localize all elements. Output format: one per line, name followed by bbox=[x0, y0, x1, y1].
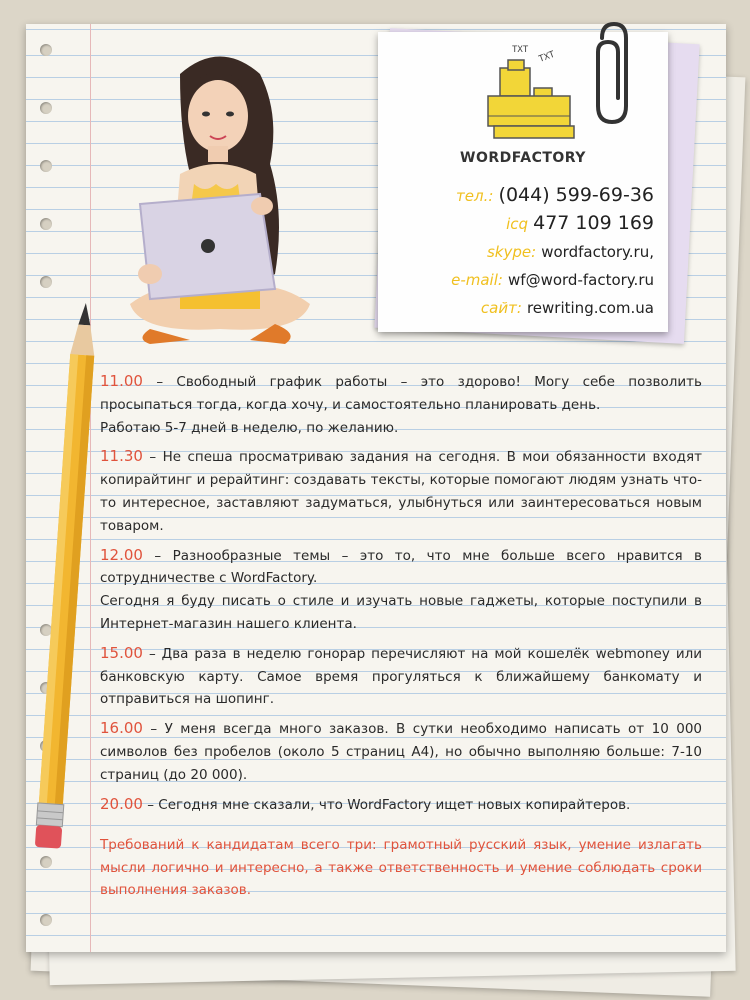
schedule-entry bbox=[100, 370, 702, 439]
entry-time: 11.00 bbox=[100, 372, 143, 390]
schedule-entry bbox=[100, 793, 702, 817]
paperclip-icon bbox=[588, 18, 636, 128]
phone-row bbox=[388, 182, 654, 210]
schedule-content bbox=[100, 370, 702, 902]
schedule-entry bbox=[100, 642, 702, 711]
entry-line: Сегодня я буду писать о стиле и изучать новые гаджеты, которые поступили в Интернет-магазин нашего клиента. bbox=[100, 593, 702, 632]
hole bbox=[40, 102, 52, 114]
hole bbox=[40, 276, 52, 288]
hole bbox=[40, 160, 52, 172]
email-label: e-mail: bbox=[451, 271, 503, 289]
girl-with-laptop-illustration bbox=[110, 44, 330, 354]
skype-row bbox=[388, 238, 654, 266]
entry-text: – Сегодня мне сказали, что WordFactory ищет новых копирайтеров. bbox=[147, 796, 631, 813]
email-row bbox=[388, 266, 654, 294]
contact-list bbox=[388, 182, 654, 322]
wordfactory-logo-icon bbox=[478, 38, 588, 148]
icq-label: icq bbox=[506, 215, 529, 233]
site-row bbox=[388, 294, 654, 322]
entry-time: 11.30 bbox=[100, 447, 143, 466]
email-link[interactable]: wf@word-factory.ru bbox=[508, 271, 654, 289]
entry-text: – Не спеша просматриваю задания на сегодня. В мои обязанности входят копирайтинг и рерайтинг: создавать тексты, которые помогают людям узнать что-то интересное, заставляют задуматься, улыбнуться или заинтересоваться новым товаром. bbox=[100, 449, 702, 534]
schedule-entry bbox=[100, 445, 702, 537]
svg-text:TXT: TXT bbox=[512, 45, 529, 55]
entry-line bbox=[100, 642, 702, 711]
icq-value[interactable]: 477 109 169 bbox=[533, 212, 654, 234]
skype-value[interactable]: wordfactory.ru, bbox=[541, 243, 654, 261]
schedule-entry bbox=[100, 717, 702, 786]
phone-label: тел.: bbox=[456, 187, 494, 205]
entry-line bbox=[100, 717, 702, 786]
pencil-icon bbox=[26, 294, 96, 880]
svg-text:TXT: TXT bbox=[537, 49, 557, 65]
requirements-text: Требований к кандидатам всего три: грамотный русский язык, умение излагать мысли логично и интересно, а также ответственность и умение соблюдать сроки выполнения заказов. bbox=[100, 837, 702, 899]
site-label: сайт: bbox=[480, 299, 522, 317]
icq-row bbox=[388, 210, 654, 238]
entry-text: – Разнообразные темы – это то, что мне больше всего нравится в сотрудничестве с WordFactory. bbox=[100, 547, 702, 587]
entry-line: Работаю 5-7 дней в неделю, по желанию. bbox=[100, 419, 399, 436]
hole bbox=[40, 218, 52, 230]
entry-time: 20.00 bbox=[100, 794, 143, 813]
hole bbox=[40, 44, 52, 56]
entry-text: – Два раза в неделю гонорар перечисляют на мой кошелёк webmoney или банковскую карту. Самое время прогуляться к ближайшему банкомату и отправиться на шопинг. bbox=[100, 645, 702, 708]
brand-name: WORDFACTORY bbox=[460, 150, 586, 166]
entry-line bbox=[100, 370, 702, 417]
entry-time: 12.00 bbox=[100, 545, 143, 564]
phone-value[interactable]: (044) 599-69-36 bbox=[498, 184, 654, 206]
schedule-entry bbox=[100, 544, 702, 636]
hole bbox=[40, 914, 52, 926]
entry-line bbox=[100, 445, 702, 537]
site-link[interactable]: rewriting.com.ua bbox=[526, 299, 654, 317]
skype-label: skype: bbox=[486, 243, 537, 261]
entry-line bbox=[100, 793, 702, 817]
entry-text: – Свободный график работы – это здорово! Могу себе позволить просыпаться тогда, когда хочу, и самостоятельно планировать день. bbox=[100, 374, 702, 413]
entry-line bbox=[100, 544, 702, 591]
entry-time: 16.00 bbox=[100, 719, 143, 738]
entry-text: – У меня всегда много заказов. В сутки необходимо написать от 10 000 символов без пробелов (около 5 страниц А4), но обычно выполняю больше: 7-10 страниц (до 20 000). bbox=[100, 721, 702, 783]
entry-time: 15.00 bbox=[100, 643, 143, 662]
